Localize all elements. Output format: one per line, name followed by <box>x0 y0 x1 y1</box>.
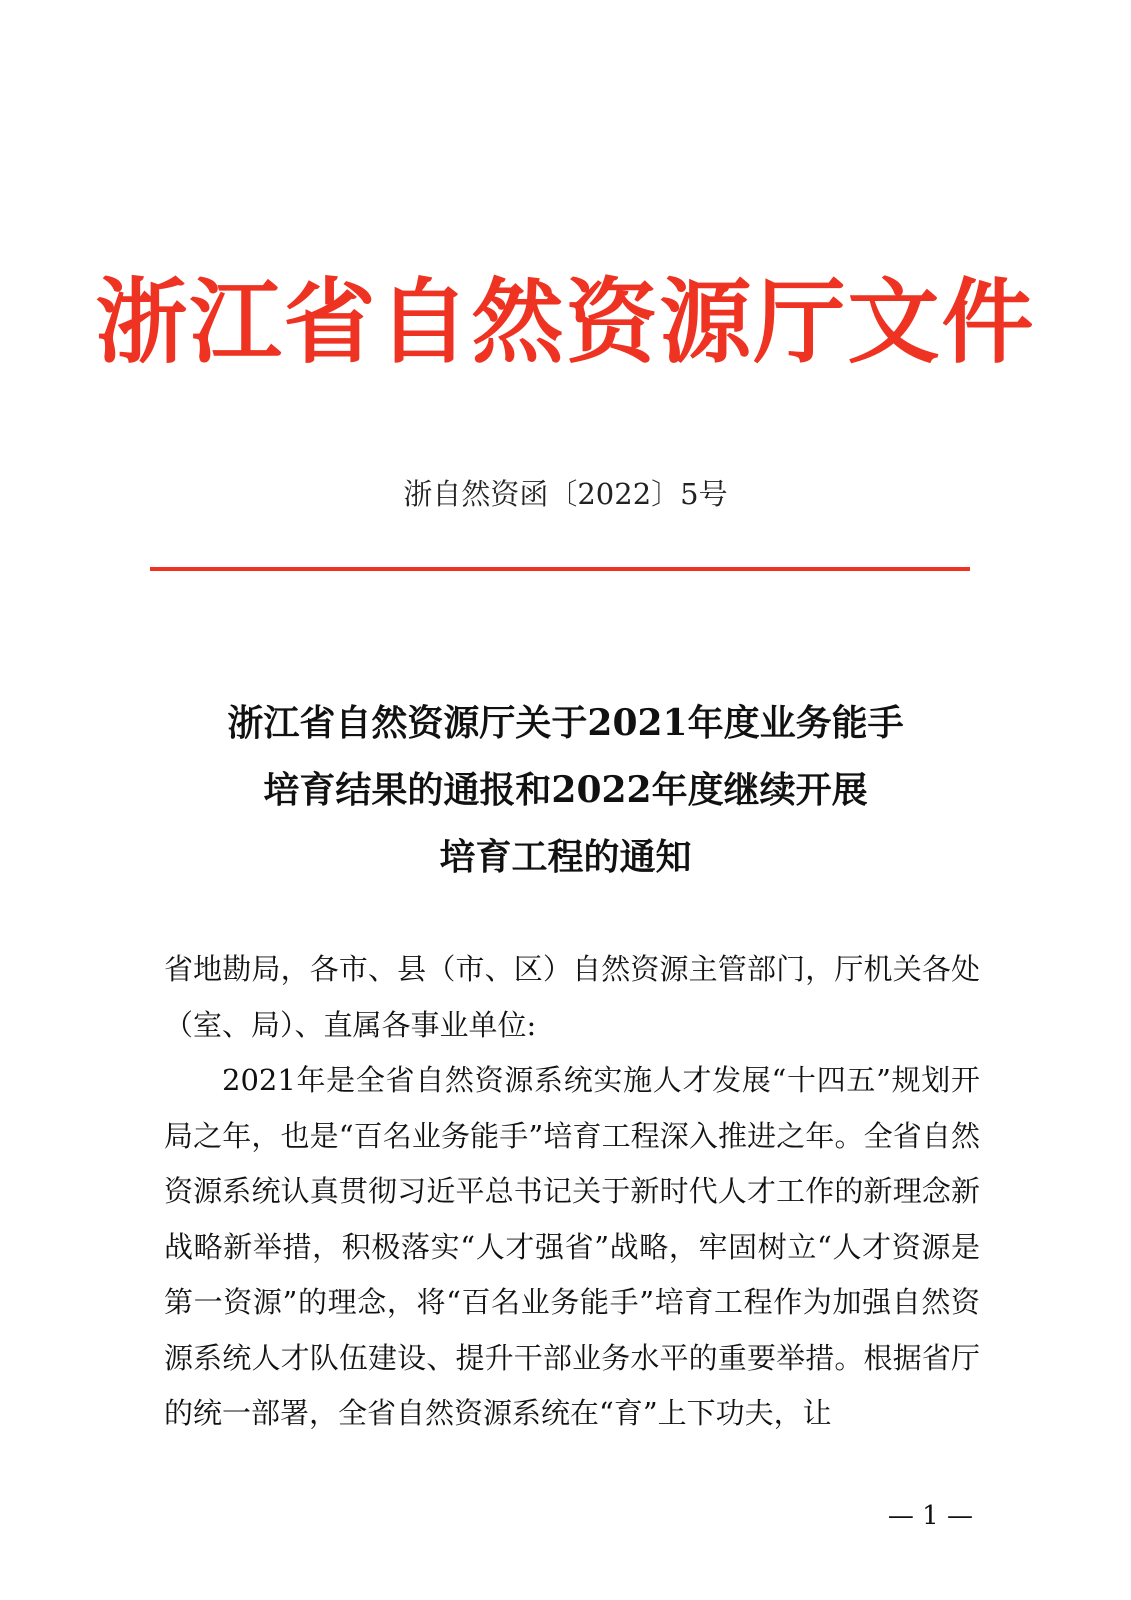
notice-title <box>100 690 1031 891</box>
document-body <box>164 942 980 1442</box>
masthead-title: 浙江省自然资源厅文件 <box>95 269 1036 376</box>
red-divider-line <box>150 567 970 571</box>
document-number: 浙自然资函〔2022〕5号 <box>403 477 728 511</box>
recipients-line: 省地勘局，各市、县（市、区）自然资源主管部门，厅机关各处（室、局）、直属各事业单位: <box>164 952 980 1042</box>
body-paragraph-1: 2021年是全省自然资源系统实施人才发展“十四五”规划开局之年，也是“百名业务能手”培育工程深入推进之年。全省自然资源系统认真贯彻习近平总书记关于新时代人才工作的新理念新战略新举措，积极落实“人才强省”战略，牢固树立“人才资源是第一资源”的理念，将“百名业务能手”培育工程作为加强自然资源系统人才队伍建设、提升干部业务水平的重要举措。根据省厅的统一部署，全省自然资源系统在“育”上下功夫，让 <box>164 1063 980 1430</box>
notice-title-line-3: 培育工程的通知 <box>439 836 692 878</box>
notice-title-line-2: 培育结果的通报和2022年度继续开展 <box>263 769 868 811</box>
page-footer <box>0 1498 1131 1534</box>
page-number: — 1 — <box>887 1501 973 1531</box>
notice-title-line-1: 浙江省自然资源厅关于2021年度业务能手 <box>227 702 904 744</box>
